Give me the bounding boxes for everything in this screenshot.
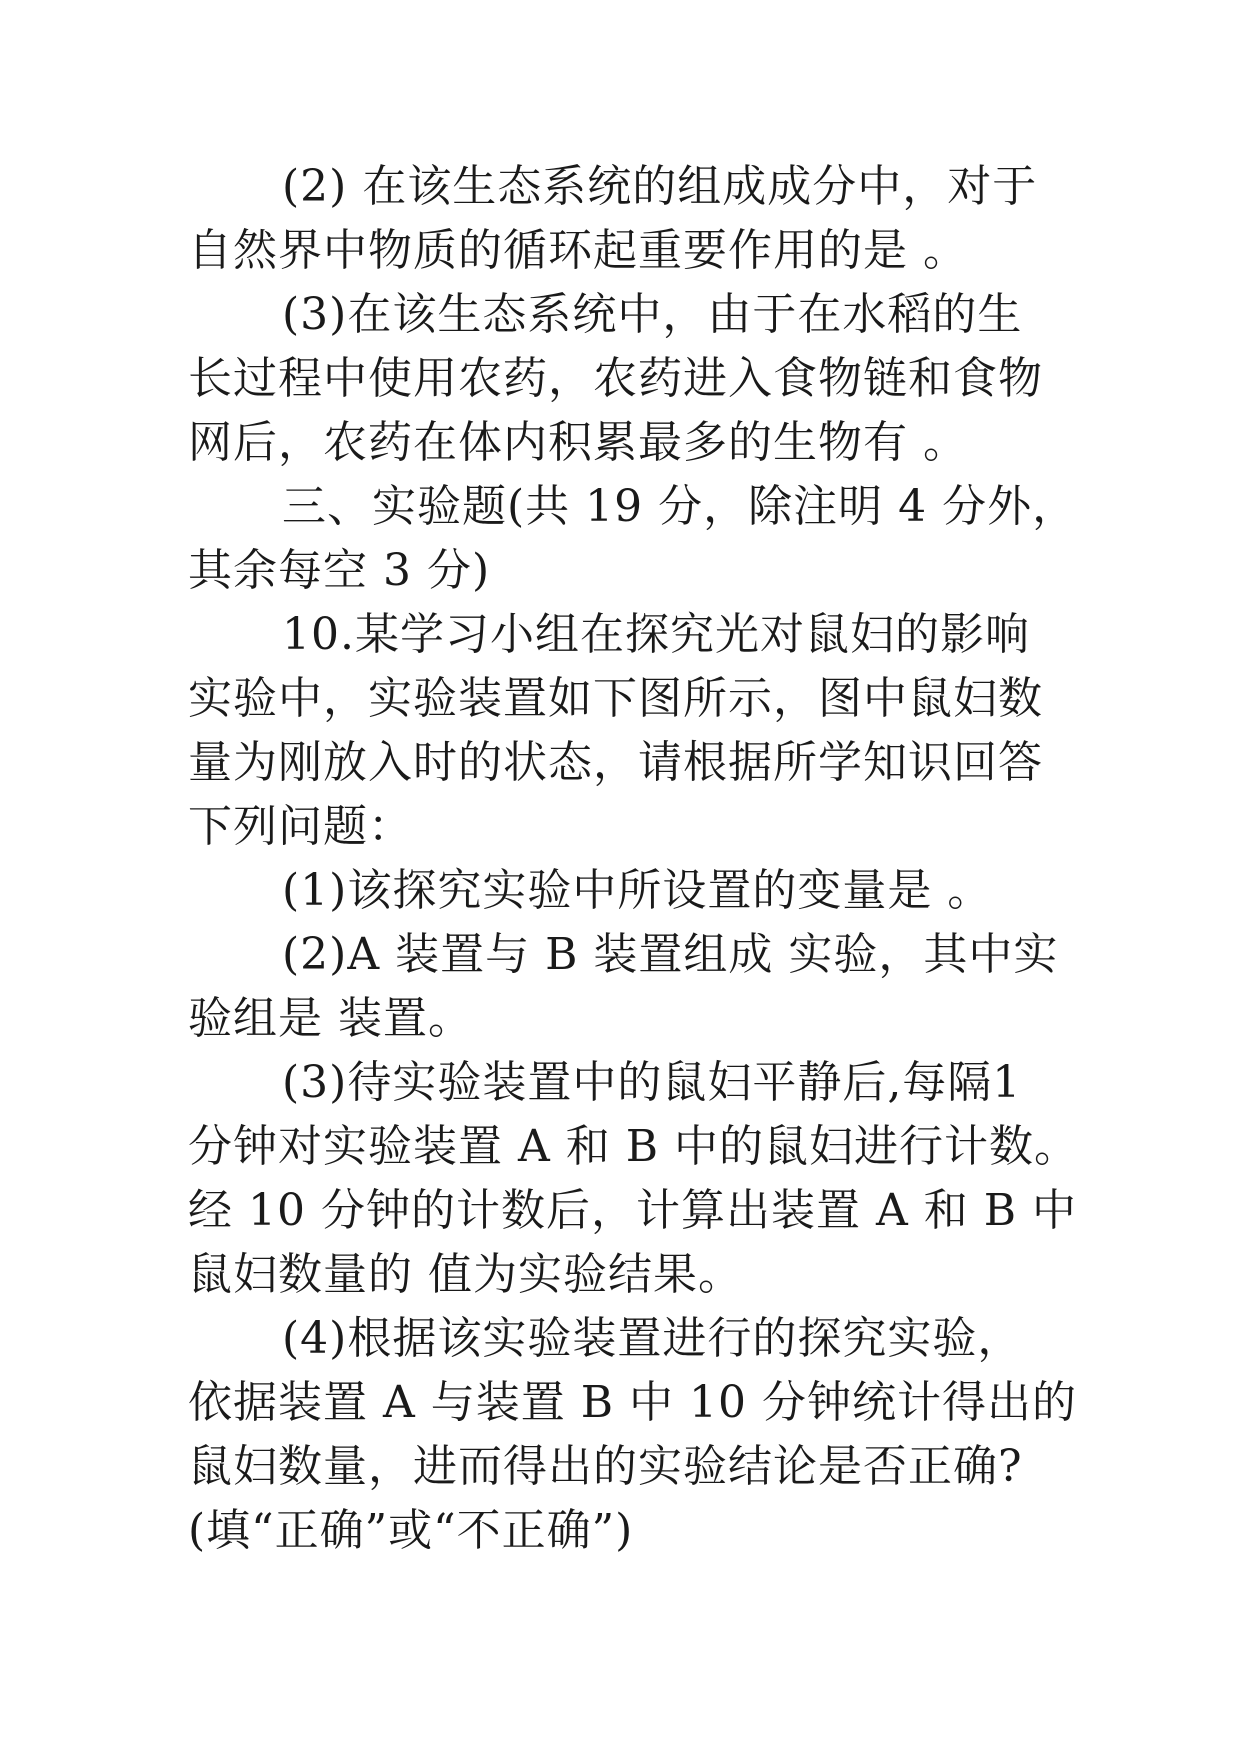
section-heading-part1: 三、实验题(共 19 分，除注明 4 分外， xyxy=(282,481,1078,532)
subquestion-2-part1: (2)A 装置与 B 装置组成 实验，其中实 xyxy=(282,929,1059,980)
subquestion-4-part1: (4)根据该实验装置进行的探究实验， xyxy=(282,1313,1023,1364)
subquestion-4-part4: (填“正确”或“不正确”) xyxy=(188,1505,634,1556)
text-line-q3-part1: (3)在该生态系统中，由于在水稻的生 xyxy=(282,289,1023,340)
subquestion-1: (1)该探究实验中所设置的变量是 。 xyxy=(282,865,993,916)
question-10-line1: 10.某学习小组在探究光对鼠妇的影响 xyxy=(282,609,1030,660)
subquestion-3-part3: 经 10 分钟的计数后，计算出装置 A 和 B 中 xyxy=(188,1185,1078,1236)
subquestion-4-part2: 依据装置 A 与装置 B 中 10 分钟统计得出的 xyxy=(188,1377,1078,1428)
section-heading-part2: 其余每空 3 分) xyxy=(188,545,491,596)
text-line-q2-part1: (2) 在该生态系统的组成成分中，对于 xyxy=(282,161,1038,212)
subquestion-3-part4: 鼠妇数量的 值为实验结果。 xyxy=(188,1249,743,1300)
question-10-line2: 实验中，实验装置如下图所示，图中鼠妇数 xyxy=(188,673,1043,724)
subquestion-4-part3: 鼠妇数量，进而得出的实验结论是否正确? xyxy=(188,1441,1023,1492)
question-10-line3: 量为刚放入时的状态，请根据所学知识回答 xyxy=(188,737,1043,788)
text-line-q3-part3: 网后，农药在体内积累最多的生物有 。 xyxy=(188,417,968,468)
subquestion-3-part2: 分钟对实验装置 A 和 B 中的鼠妇进行计数。 xyxy=(188,1121,1080,1172)
subquestion-2-part2: 验组是 装置。 xyxy=(188,993,473,1044)
question-10-line4: 下列问题： xyxy=(188,801,413,852)
text-line-q2-part2: 自然界中物质的循环起重要作用的是 。 xyxy=(188,225,968,276)
text-line-q3-part2: 长过程中使用农药，农药进入食物链和食物 xyxy=(188,353,1043,404)
subquestion-3-part1: (3)待实验装置中的鼠妇平静后,每隔1 xyxy=(282,1057,1022,1108)
